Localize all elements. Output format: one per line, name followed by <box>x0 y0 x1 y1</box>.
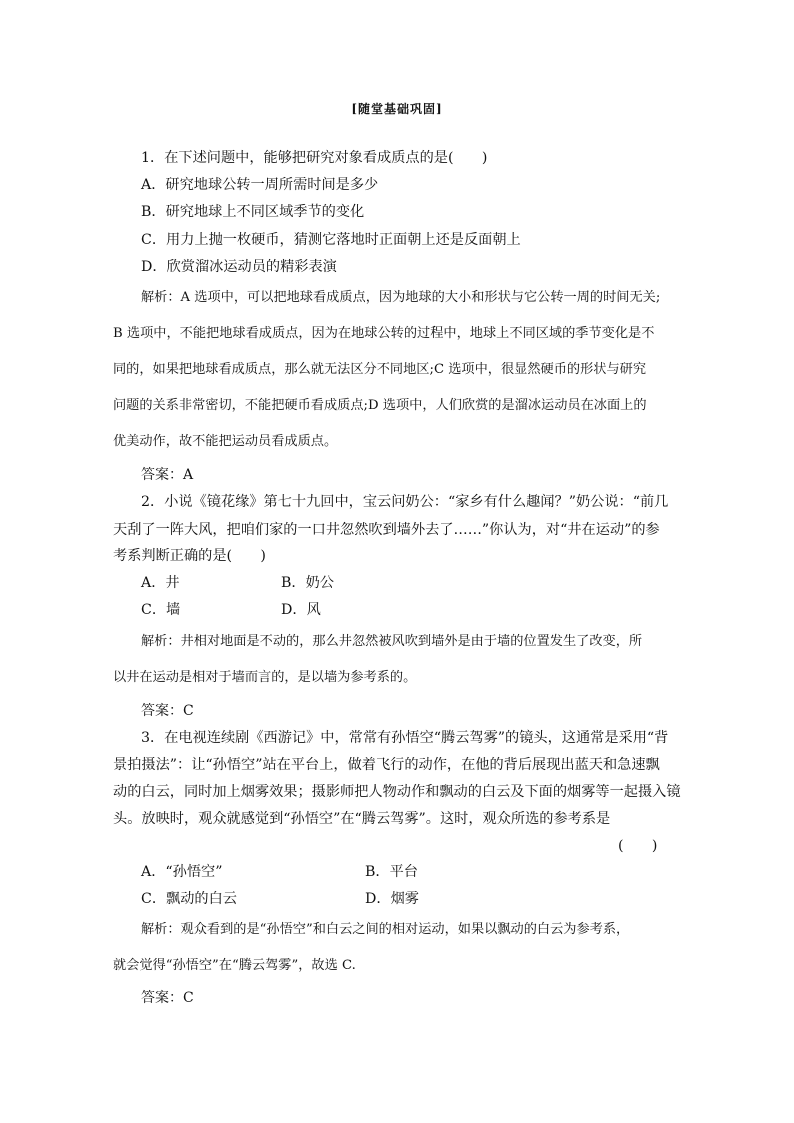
q2-stem-line: 天刮了一阵大风，把咱们家的一口井忽然吹到墙外去了……”你认为，对“井在运动”的参 <box>113 522 660 538</box>
q1-analysis-line: 问题的关系非常密切，不能把硬币看成质点;D 选项中，人们欣赏的是溜冰运动员在冰面上的 <box>113 398 647 413</box>
section-title: [随堂基础巩固] <box>351 102 443 116</box>
q2-option-b: B．奶公 <box>281 575 334 591</box>
q1-option-a: A．研究地球公转一周所需时间是多少 <box>141 177 379 193</box>
q2-analysis-line: 以井在运动是相对于墙而言的，是以墙为参考系的。 <box>113 670 417 685</box>
q1-option-c: C．用力上抛一枚硬币，猜测它落地时正面朝上还是反面朝上 <box>141 232 521 248</box>
q1-stem: 1．在下述问题中，能够把研究对象看成质点的是( ) <box>141 150 488 166</box>
q2-stem-line: 2．小说《镜花缘》第七十九回中，宝云问奶公：“家乡有什么趣闻？”奶公说：“前几 <box>141 494 669 510</box>
q1-analysis-line: 解析：A 选项中，可以把地球看成质点，因为地球的大小和形状与它公转一周的时间无关; <box>141 290 661 305</box>
q3-stem-line: 动的白云，同时加上烟雾效果；摄影师把人物动作和飘动的白云及下面的烟雾等一起摄入镜 <box>113 784 681 800</box>
q3-analysis-line: 解析：观众看到的是“孙悟空”和白云之间的相对运动，如果以飘动的白云为参考系， <box>141 922 630 937</box>
q2-answer: 答案：C <box>141 703 194 719</box>
q3-option-c: C．飘动的白云 <box>141 891 237 907</box>
q1-analysis-line: B 选项中，不能把地球看成质点，因为在地球公转的过程中，地球上不同区域的季节变化是不 <box>113 326 655 341</box>
q1-option-b: B．研究地球上不同区域季节的变化 <box>141 204 365 220</box>
q2-option-a: A．井 <box>141 575 180 591</box>
q2-analysis-line: 解析：井相对地面是不动的，那么井忽然被风吹到墙外是由于墙的位置发生了改变，所 <box>141 634 643 649</box>
q2-option-d: D．风 <box>281 602 321 618</box>
q1-analysis-line: 同的，如果把地球看成质点，那么就无法区分不同地区;C 选项中，很显然硬币的形状与研究 <box>113 362 647 377</box>
q1-analysis-line: 优美动作，故不能把运动员看成质点。 <box>113 434 338 449</box>
q1-answer: 答案：A <box>141 467 194 483</box>
q3-analysis-line: 就会觉得“孙悟空”在“腾云驾雾”，故选 C. <box>113 958 356 973</box>
q3-option-a: A．“孙悟空” <box>141 864 223 880</box>
q3-option-b: B．平台 <box>365 864 418 880</box>
q3-answer: 答案：C <box>141 990 194 1006</box>
q3-stem-line: 头。放映时，观众就感觉到“孙悟空”在“腾云驾雾”。这时，观众所选的参考系是 <box>113 811 611 827</box>
q1-option-d: D．欣赏溜冰运动员的精彩表演 <box>141 259 337 275</box>
q3-answer-paren: ( ) <box>618 838 658 854</box>
q3-stem-line: 3．在电视连续剧《西游记》中，常常有孙悟空“腾云驾雾”的镜头，这通常是采用“背 <box>141 730 669 746</box>
q2-stem-line: 考系判断正确的是( ) <box>113 548 266 564</box>
q3-option-d: D．烟雾 <box>365 891 419 907</box>
q3-stem-line: 景拍摄法”：让“孙悟空”站在平台上，做着飞行的动作，在他的背后展现出蓝天和急速飘 <box>113 757 660 773</box>
q2-option-c: C．墙 <box>141 602 181 618</box>
